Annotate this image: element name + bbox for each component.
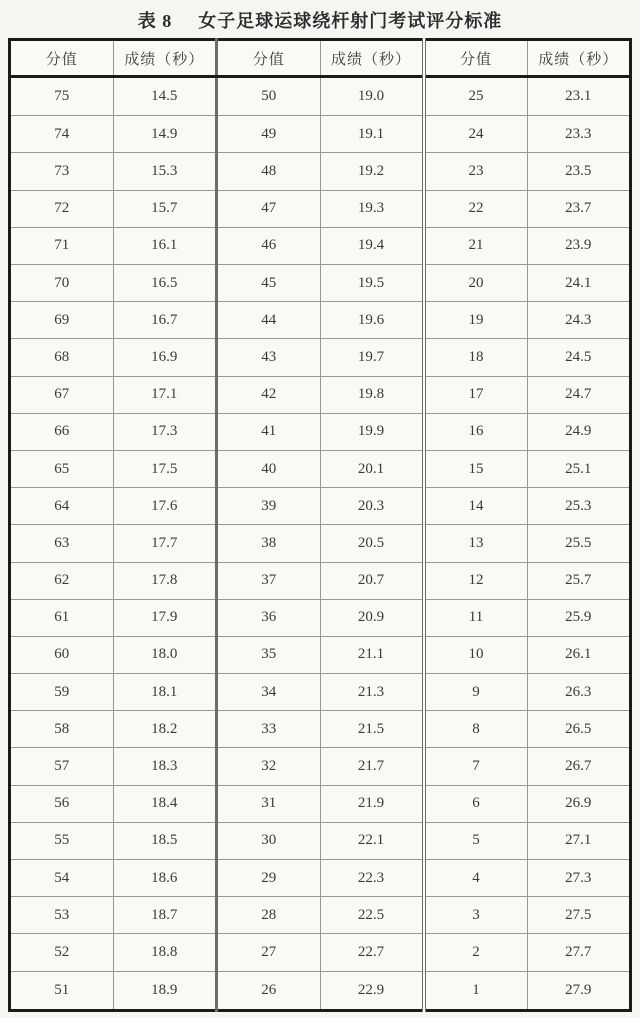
table-cell: 39	[217, 488, 321, 525]
table-cell: 6	[424, 785, 528, 822]
table-cell: 27.3	[527, 860, 631, 897]
table-row	[10, 822, 631, 859]
table-cell: 37	[217, 562, 321, 599]
table-cell: 25.1	[527, 450, 631, 487]
table-cell: 19	[424, 302, 528, 339]
table-row	[10, 227, 631, 264]
table-cell: 21.1	[320, 636, 424, 673]
table-cell: 11	[424, 599, 528, 636]
table-cell: 74	[10, 116, 114, 153]
table-cell: 14	[424, 488, 528, 525]
table-cell: 71	[10, 227, 114, 264]
table-row	[10, 711, 631, 748]
table-cell: 23.9	[527, 227, 631, 264]
table-cell: 24.9	[527, 413, 631, 450]
table-cell: 72	[10, 190, 114, 227]
table-cell: 20.9	[320, 599, 424, 636]
table-cell: 22.9	[320, 971, 424, 1010]
table-cell: 21.3	[320, 674, 424, 711]
column-header: 成绩（秒）	[320, 40, 424, 77]
table-cell: 43	[217, 339, 321, 376]
table-row	[10, 302, 631, 339]
table-row	[10, 897, 631, 934]
table-cell: 31	[217, 785, 321, 822]
table-row	[10, 525, 631, 562]
table-cell: 35	[217, 636, 321, 673]
table-cell: 27.7	[527, 934, 631, 971]
table-cell: 23	[424, 153, 528, 190]
table-cell: 25.7	[527, 562, 631, 599]
table-cell: 68	[10, 339, 114, 376]
table-cell: 34	[217, 674, 321, 711]
table-cell: 62	[10, 562, 114, 599]
table-cell: 24.1	[527, 265, 631, 302]
table-cell: 20.3	[320, 488, 424, 525]
table-cell: 22.5	[320, 897, 424, 934]
table-cell: 18.8	[113, 934, 217, 971]
table-cell: 52	[10, 934, 114, 971]
table-row	[10, 934, 631, 971]
table-row	[10, 77, 631, 116]
table-cell: 4	[424, 860, 528, 897]
table-cell: 45	[217, 265, 321, 302]
header-row	[10, 40, 631, 77]
table-cell: 59	[10, 674, 114, 711]
table-cell: 7	[424, 748, 528, 785]
table-cell: 3	[424, 897, 528, 934]
table-cell: 25.9	[527, 599, 631, 636]
table-row	[10, 488, 631, 525]
table-cell: 19.8	[320, 376, 424, 413]
table-row	[10, 153, 631, 190]
table-cell: 49	[217, 116, 321, 153]
table-cell: 63	[10, 525, 114, 562]
table-cell: 48	[217, 153, 321, 190]
table-cell: 20.7	[320, 562, 424, 599]
table-cell: 18.6	[113, 860, 217, 897]
table-cell: 27.1	[527, 822, 631, 859]
table-cell: 16	[424, 413, 528, 450]
table-row	[10, 748, 631, 785]
table-cell: 66	[10, 413, 114, 450]
table-cell: 19.7	[320, 339, 424, 376]
table-cell: 15.3	[113, 153, 217, 190]
table-cell: 18.3	[113, 748, 217, 785]
table-cell: 14.5	[113, 77, 217, 116]
table-cell: 20.1	[320, 450, 424, 487]
table-cell: 36	[217, 599, 321, 636]
table-row	[10, 599, 631, 636]
table-cell: 26.1	[527, 636, 631, 673]
table-cell: 25	[424, 77, 528, 116]
table-cell: 26	[217, 971, 321, 1010]
table-cell: 24	[424, 116, 528, 153]
table-cell: 19.3	[320, 190, 424, 227]
table-row	[10, 265, 631, 302]
table-cell: 20.5	[320, 525, 424, 562]
table-cell: 27.5	[527, 897, 631, 934]
table-cell: 33	[217, 711, 321, 748]
table-cell: 17	[424, 376, 528, 413]
table-cell: 26.9	[527, 785, 631, 822]
table-cell: 17.6	[113, 488, 217, 525]
table-cell: 65	[10, 450, 114, 487]
table-cell: 16.7	[113, 302, 217, 339]
table-cell: 24.3	[527, 302, 631, 339]
table-cell: 32	[217, 748, 321, 785]
table-cell: 23.1	[527, 77, 631, 116]
table-cell: 18.5	[113, 822, 217, 859]
table-cell: 50	[217, 77, 321, 116]
table-cell: 22.1	[320, 822, 424, 859]
scoring-table	[8, 38, 632, 1012]
table-row	[10, 376, 631, 413]
table-cell: 24.7	[527, 376, 631, 413]
table-cell: 17.9	[113, 599, 217, 636]
table-cell: 16.1	[113, 227, 217, 264]
table-title-text: 女子足球运球绕杆射门考试评分标准	[198, 11, 503, 31]
table-cell: 1	[424, 971, 528, 1010]
table-row	[10, 116, 631, 153]
table-cell: 14.9	[113, 116, 217, 153]
table-cell: 8	[424, 711, 528, 748]
table-cell: 40	[217, 450, 321, 487]
table-cell: 18.4	[113, 785, 217, 822]
table-cell: 55	[10, 822, 114, 859]
table-cell: 16.9	[113, 339, 217, 376]
table-cell: 19.9	[320, 413, 424, 450]
table-cell: 17.3	[113, 413, 217, 450]
table-cell: 69	[10, 302, 114, 339]
table-row	[10, 450, 631, 487]
table-cell: 25.5	[527, 525, 631, 562]
table-cell: 22.3	[320, 860, 424, 897]
table-cell: 21.9	[320, 785, 424, 822]
table-cell: 19.4	[320, 227, 424, 264]
table-cell: 47	[217, 190, 321, 227]
table-row	[10, 413, 631, 450]
table-cell: 60	[10, 636, 114, 673]
table-cell: 19.5	[320, 265, 424, 302]
table-cell: 22.7	[320, 934, 424, 971]
column-header: 成绩（秒）	[527, 40, 631, 77]
table-cell: 42	[217, 376, 321, 413]
table-cell: 29	[217, 860, 321, 897]
table-cell: 2	[424, 934, 528, 971]
table-cell: 41	[217, 413, 321, 450]
table-row	[10, 785, 631, 822]
table-cell: 58	[10, 711, 114, 748]
column-header: 分值	[10, 40, 114, 77]
table-cell: 53	[10, 897, 114, 934]
table-cell: 20	[424, 265, 528, 302]
table-cell: 23.5	[527, 153, 631, 190]
table-cell: 21.5	[320, 711, 424, 748]
table-cell: 13	[424, 525, 528, 562]
table-cell: 75	[10, 77, 114, 116]
table-cell: 18.9	[113, 971, 217, 1010]
table-cell: 28	[217, 897, 321, 934]
table-row	[10, 674, 631, 711]
table-cell: 17.5	[113, 450, 217, 487]
table-cell: 38	[217, 525, 321, 562]
table-cell: 10	[424, 636, 528, 673]
table-cell: 25.3	[527, 488, 631, 525]
table-cell: 17.1	[113, 376, 217, 413]
table-cell: 67	[10, 376, 114, 413]
table-cell: 15.7	[113, 190, 217, 227]
table-cell: 19.6	[320, 302, 424, 339]
table-title	[0, 7, 640, 33]
table-cell: 22	[424, 190, 528, 227]
column-header: 分值	[217, 40, 321, 77]
column-header: 成绩（秒）	[113, 40, 217, 77]
table-cell: 26.5	[527, 711, 631, 748]
table-cell: 56	[10, 785, 114, 822]
table-row	[10, 190, 631, 227]
table-header	[10, 40, 631, 77]
table-cell: 16.5	[113, 265, 217, 302]
table-cell: 17.8	[113, 562, 217, 599]
table-cell: 18.1	[113, 674, 217, 711]
table-cell: 5	[424, 822, 528, 859]
table-row	[10, 860, 631, 897]
table-cell: 17.7	[113, 525, 217, 562]
table-cell: 61	[10, 599, 114, 636]
table-cell: 26.3	[527, 674, 631, 711]
table-cell: 24.5	[527, 339, 631, 376]
table-cell: 51	[10, 971, 114, 1010]
table-cell: 18.7	[113, 897, 217, 934]
table-cell: 30	[217, 822, 321, 859]
table-cell: 9	[424, 674, 528, 711]
table-number-label: 表 8	[137, 11, 173, 31]
table-cell: 19.1	[320, 116, 424, 153]
table-row	[10, 636, 631, 673]
table-cell: 12	[424, 562, 528, 599]
table-cell: 64	[10, 488, 114, 525]
table-cell: 44	[217, 302, 321, 339]
table-row	[10, 971, 631, 1010]
table-cell: 21.7	[320, 748, 424, 785]
column-header: 分值	[424, 40, 528, 77]
table-cell: 70	[10, 265, 114, 302]
table-body	[10, 77, 631, 1011]
table-cell: 54	[10, 860, 114, 897]
table-cell: 18.0	[113, 636, 217, 673]
table-cell: 19.2	[320, 153, 424, 190]
table-cell: 27.9	[527, 971, 631, 1010]
table-row	[10, 339, 631, 376]
table-cell: 26.7	[527, 748, 631, 785]
table-cell: 23.3	[527, 116, 631, 153]
table-cell: 23.7	[527, 190, 631, 227]
table-cell: 27	[217, 934, 321, 971]
table-row	[10, 562, 631, 599]
table-cell: 46	[217, 227, 321, 264]
table-cell: 18.2	[113, 711, 217, 748]
table-cell: 19.0	[320, 77, 424, 116]
table-cell: 73	[10, 153, 114, 190]
table-cell: 15	[424, 450, 528, 487]
table-cell: 21	[424, 227, 528, 264]
table-cell: 57	[10, 748, 114, 785]
table-cell: 18	[424, 339, 528, 376]
